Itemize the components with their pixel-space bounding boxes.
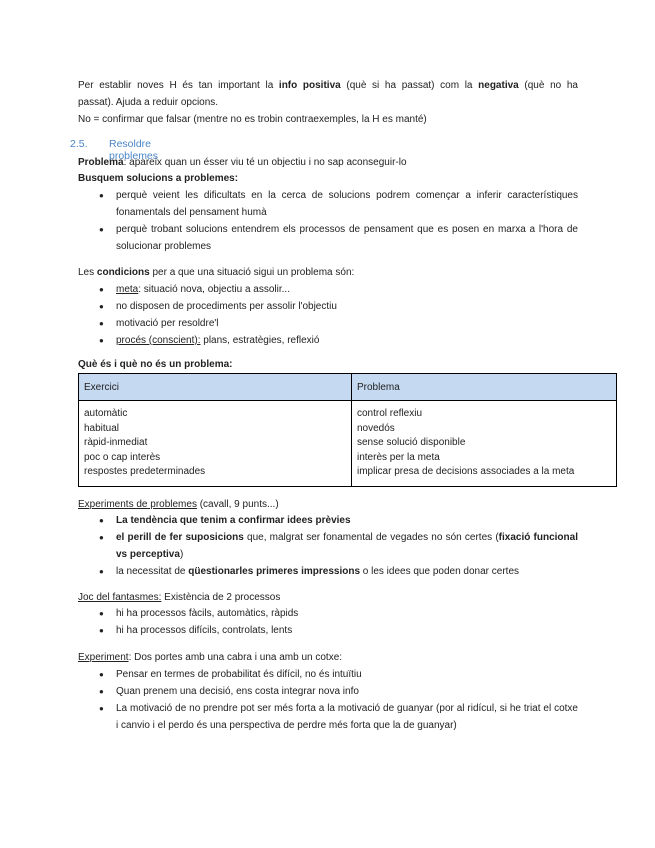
list-item: ● hi ha processos fàcils, automàtics, ràpids [99,608,299,619]
comparison-table [78,373,617,487]
condicions-list [78,281,578,349]
list-item: ● motivació per resoldre'l [99,318,219,329]
intro-line-1: Per establir noves H és tan important la info positiva (què si ha passat) com la negativa (què no ha [78,80,578,91]
list-item: ● Pensar en termes de probabilitat és difícil, no és intuïtiu [99,669,362,680]
experiment-list [78,666,578,734]
intro-line-3: No = confirmar que falsar (mentre no es trobin contraexemples, la H es manté) [78,114,427,125]
table-header-row [79,374,617,401]
list-item: ● La motivació de no prendre pot ser més forta a la motivació de guanyar (por al ridícul, si he triat el cotxe i canvio i el perdo és una perspectiva de perdre més forta que la de guanyar) [99,703,578,731]
experiment-heading: Experiment: Dos portes amb una cabra i una amb un cotxe: [78,652,343,663]
list-item: ● procés (conscient): plans, estratègies, reflexió [99,335,320,346]
condicions-intro: Les condicions per a que una situació sigui un problema són: [78,267,355,278]
list-item: ● hi ha processos difícils, controlats, lents [99,625,293,636]
experiments-list [78,512,578,580]
list-item: ● La tendència que tenim a confirmar idees prèvies [99,515,351,526]
section-title: Resoldre problemes [109,138,159,162]
header-problema: Problema [352,374,617,401]
list-item: ● meta: situació nova, objectiu a assolir... [99,284,290,295]
joc-heading: Joc del fantasmes: Existència de 2 processos [78,592,281,603]
busquem-label: Busquem solucions a problemes: [78,173,239,184]
list-item: ● la necessitat de qüestionarles primeres impressions o les idees que poden donar certes [99,566,519,577]
list-item: ● no disposen de procediments per assolir l'objectiu [99,301,337,312]
busquem-list [78,187,578,255]
list-item: ● el perill de fer suposicions que, malgrat ser fonamental de vegades no són certes (fixació funcional vs perceptiva) [99,532,578,560]
exercici-cell: automàtic habitual ràpid-inmediat poc o cap interès respostes predeterminades [79,401,352,487]
list-item: ● perquè veient les dificultats en la cerca de solucions podrem començar a inferir característiques fonamentals del pensament humà [99,190,578,218]
header-exercici: Exercici [79,374,352,401]
experiments-heading: Experiments de problemes (cavall, 9 punts...) [78,499,279,510]
section-number: 2.5. [70,138,88,150]
table-row [79,401,617,487]
joc-list [78,605,578,639]
problema-cell: control reflexiu novedós sense solució disponible interès per la meta implicar presa de decisions associades a la meta [352,401,617,487]
problema-definition: Problema: apareix quan un ésser viu té un objectiu i no sap aconseguir-lo [78,157,407,168]
list-item: ● perquè trobant solucions entendrem els processos de pensament que es posen en marxa a l'hora de solucionar problemes [99,224,578,252]
intro-line-2: passat). Ajuda a reduir opcions. [78,97,219,108]
que-es-label: Què és i què no és un problema: [78,359,233,370]
list-item: ● Quan prenem una decisió, ens costa integrar nova info [99,686,359,697]
